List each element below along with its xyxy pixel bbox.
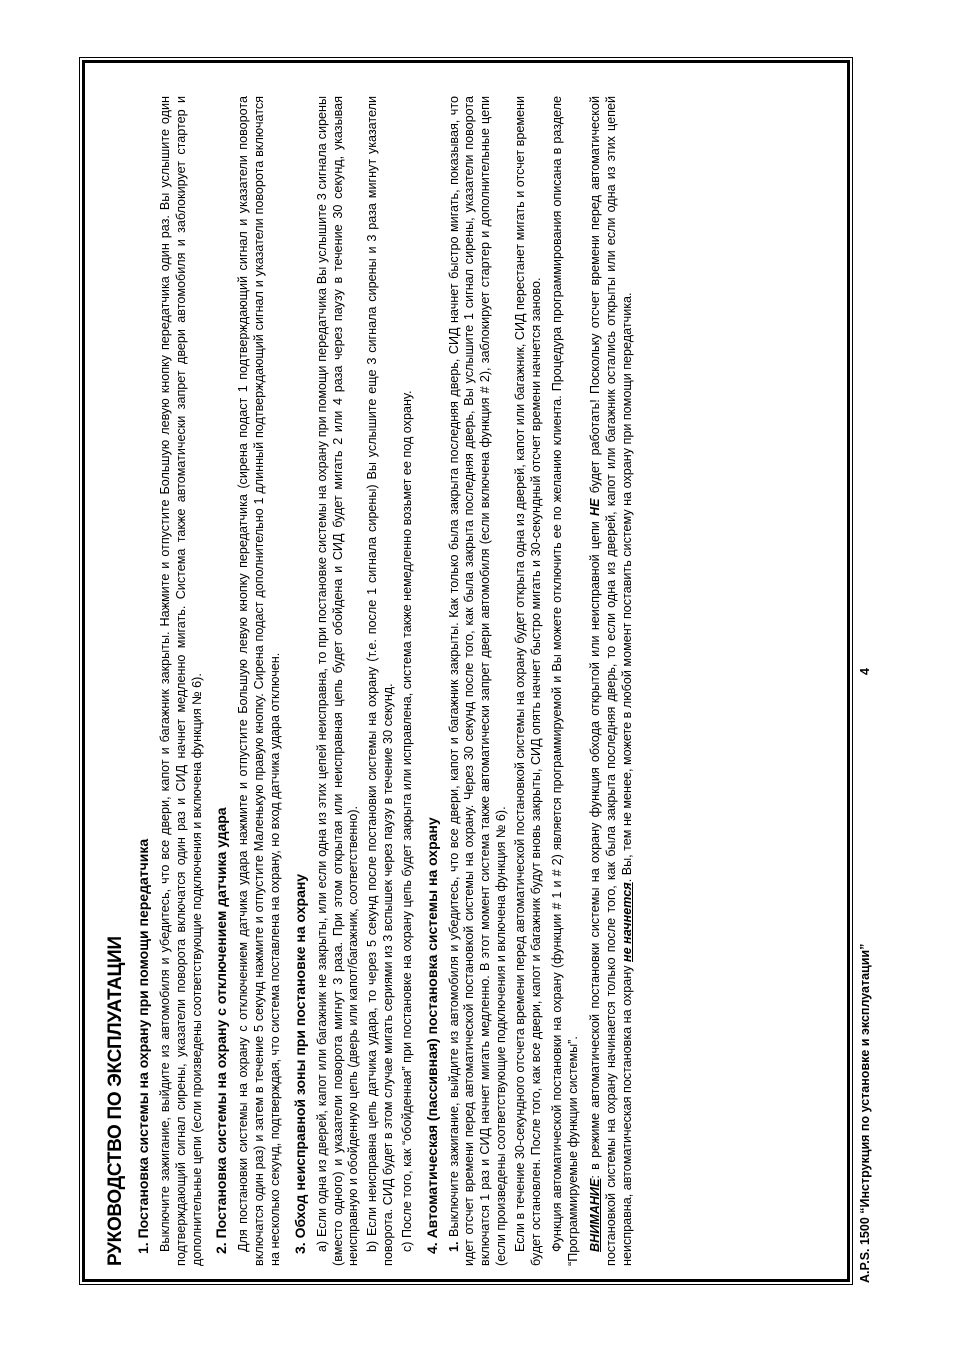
section-4-warning	[588, 96, 635, 1266]
section-2-heading: 2. Постановка системы на охрану с отключением датчика удара	[213, 807, 230, 1254]
warning-ne: НЕ	[587, 498, 602, 516]
footer-page-number: 4	[858, 668, 872, 675]
page-title: РУКОВОДСТВО ПО ЭКСПЛУАТАЦИИ	[105, 936, 126, 1266]
warning-underline: не начнется	[619, 882, 634, 962]
section-1-text: Выключите зажигание, выйдите из автомобиля и убедитесь, что все двери, капот и багажник закрыты. Нажмите и отпустите Большую левую кнопку передатчика один раз. Вы услышите один подтверждающий сигнал сирены, указатели поворота включатся один раз и СИД начнет медленно мигать. Система также автоматически запрет двери автомобиля и заблокирует стартер и дополнительные цепи (если произведены соответствующие подключения и включена функция № 6).	[158, 96, 204, 1266]
section-1-heading: 1. Постановка системы на охрану при помощи передатчика	[135, 838, 151, 1254]
warning-label: ВНИМАНИЕ	[587, 1178, 602, 1252]
footer-document-title: A.P.S. 1500 “Инструкция по установке и эксплуатации”	[858, 943, 872, 1283]
section-4-para-1	[447, 96, 510, 1266]
section-4-para-2: Если в течение 30-секундного отсчета времени перед автоматической постановкой системы на охрану будет открыта одна из дверей, капот или багажник, СИД перестанет мигать и отсчет времени будет остановлен. После того, как все двери, капот и багажник будут вновь закрыты, СИД опять начнет быстро мигать и 30-секундный отсчет времени начнется заново.	[512, 96, 543, 1266]
section-4-heading: 4. Автоматическая (пассивная) постановка системы на охрану	[423, 817, 440, 1254]
warning-text-1: : в режиме автоматической постановки системы на охрану функция обхода открытой или неисправной цепи	[587, 515, 602, 1179]
section-4-para-1-number: 1.	[446, 1241, 461, 1252]
section-4-para-1-text: Выключите зажигание, выйдите из автомобиля и убедитесь, что все двери, капот и багажник закрыты. Как только была закрыта последняя дверь, СИД начнет быстро мигать, показывая, что идет отсчет времени перед автоматической постановкой системы на охрану. Через 30 секунд после того, как была закрыта последняя дверь, Вы услышите 1 сигнал сирены, указатели поворота включатся 1 раз и СИД начнет мигать медленно. В этот момент система также автоматически запрет двери автомобиля (если включена функция # 2), заблокирует стартер и дополнительные цепи (если произведены соответствующие подключения и включена функция № 6).	[446, 96, 508, 1266]
section-3-para-a: а) Если одна из дверей, капот или багажник не закрыты, или если одна из этих цепей неисправна, то при постановке системы на охрану при помощи передатчика Вы услышите 3 сигнала сирены (вместо одного) и указатели поворота мигнут 3 раза. При этом открытая или неисправная цепь будет обойдена и СИД будет мигать 2 или 4 раза через паузу в течение 30 секунд, указывая неисправную и обойденную цепь (дверь или капот/багажник, соответственно).	[314, 96, 361, 1266]
page-footer	[858, 53, 878, 1283]
rotated-page-content	[93, 78, 841, 1270]
warning-text-2: будет работать! Поскольку отсчет времени перед автоматической постановкой системы на охрану начинается только после того, как была закрыта последняя дверь, то если одна из дверей, капот или багажник остались открыты или если одна из этих цепей неисправна, автоматическая постановка на охрану	[587, 96, 634, 1266]
section-4-para-3: Функция автоматической постановки на охрану (функции # 1 и # 2) является программируемой и Вы можете отключить ее по желанию клиента. Процедура программирования описана в разделе “Программируемые функции системы”.	[550, 96, 581, 1266]
warning-text-3: . Вы, тем не менее, можете в любой момент поставить систему на охрану при помощи передатчика.	[619, 292, 634, 883]
section-3-para-c: с) После того, как “обойденная” при постановке на охрану цепь будет закрыта или исправлена, система также немедленно возьмет ее под охрану.	[399, 390, 414, 1252]
section-2-text: Для постановки системы на охрану с отключением датчика удара нажмите и отпустите Большую левую кнопку передатчика (сирена подаст 1 подтверждающий сигнал и указатели поворота включатся один раз) и затем в течение 5 секунд нажмите и отпустите Маленькую правую кнопку. Сирена подаст дополнительно 1 длинный подтверждающий сигнал и указатели поворота включатся на несколько секунд, подтверждая, что система поставлена на охрану, но вход датчика удара отключен.	[236, 96, 282, 1266]
page-border	[82, 60, 850, 1282]
section-3-heading: 3. Обход неисправной зоны при постановке на охрану	[291, 873, 308, 1254]
section-3-para-b: b) Если неисправна цепь датчика удара, то через 5 секунд после постановки системы на охрану (т.е. после 1 сигнала сирены) Вы услышите еще 3 сигнала сирены и 3 раза мигнут указатели поворота. СИД будет в этом случае мигать сериями из 3 вспышек через паузу в течение 30 секунд.	[365, 96, 395, 1266]
